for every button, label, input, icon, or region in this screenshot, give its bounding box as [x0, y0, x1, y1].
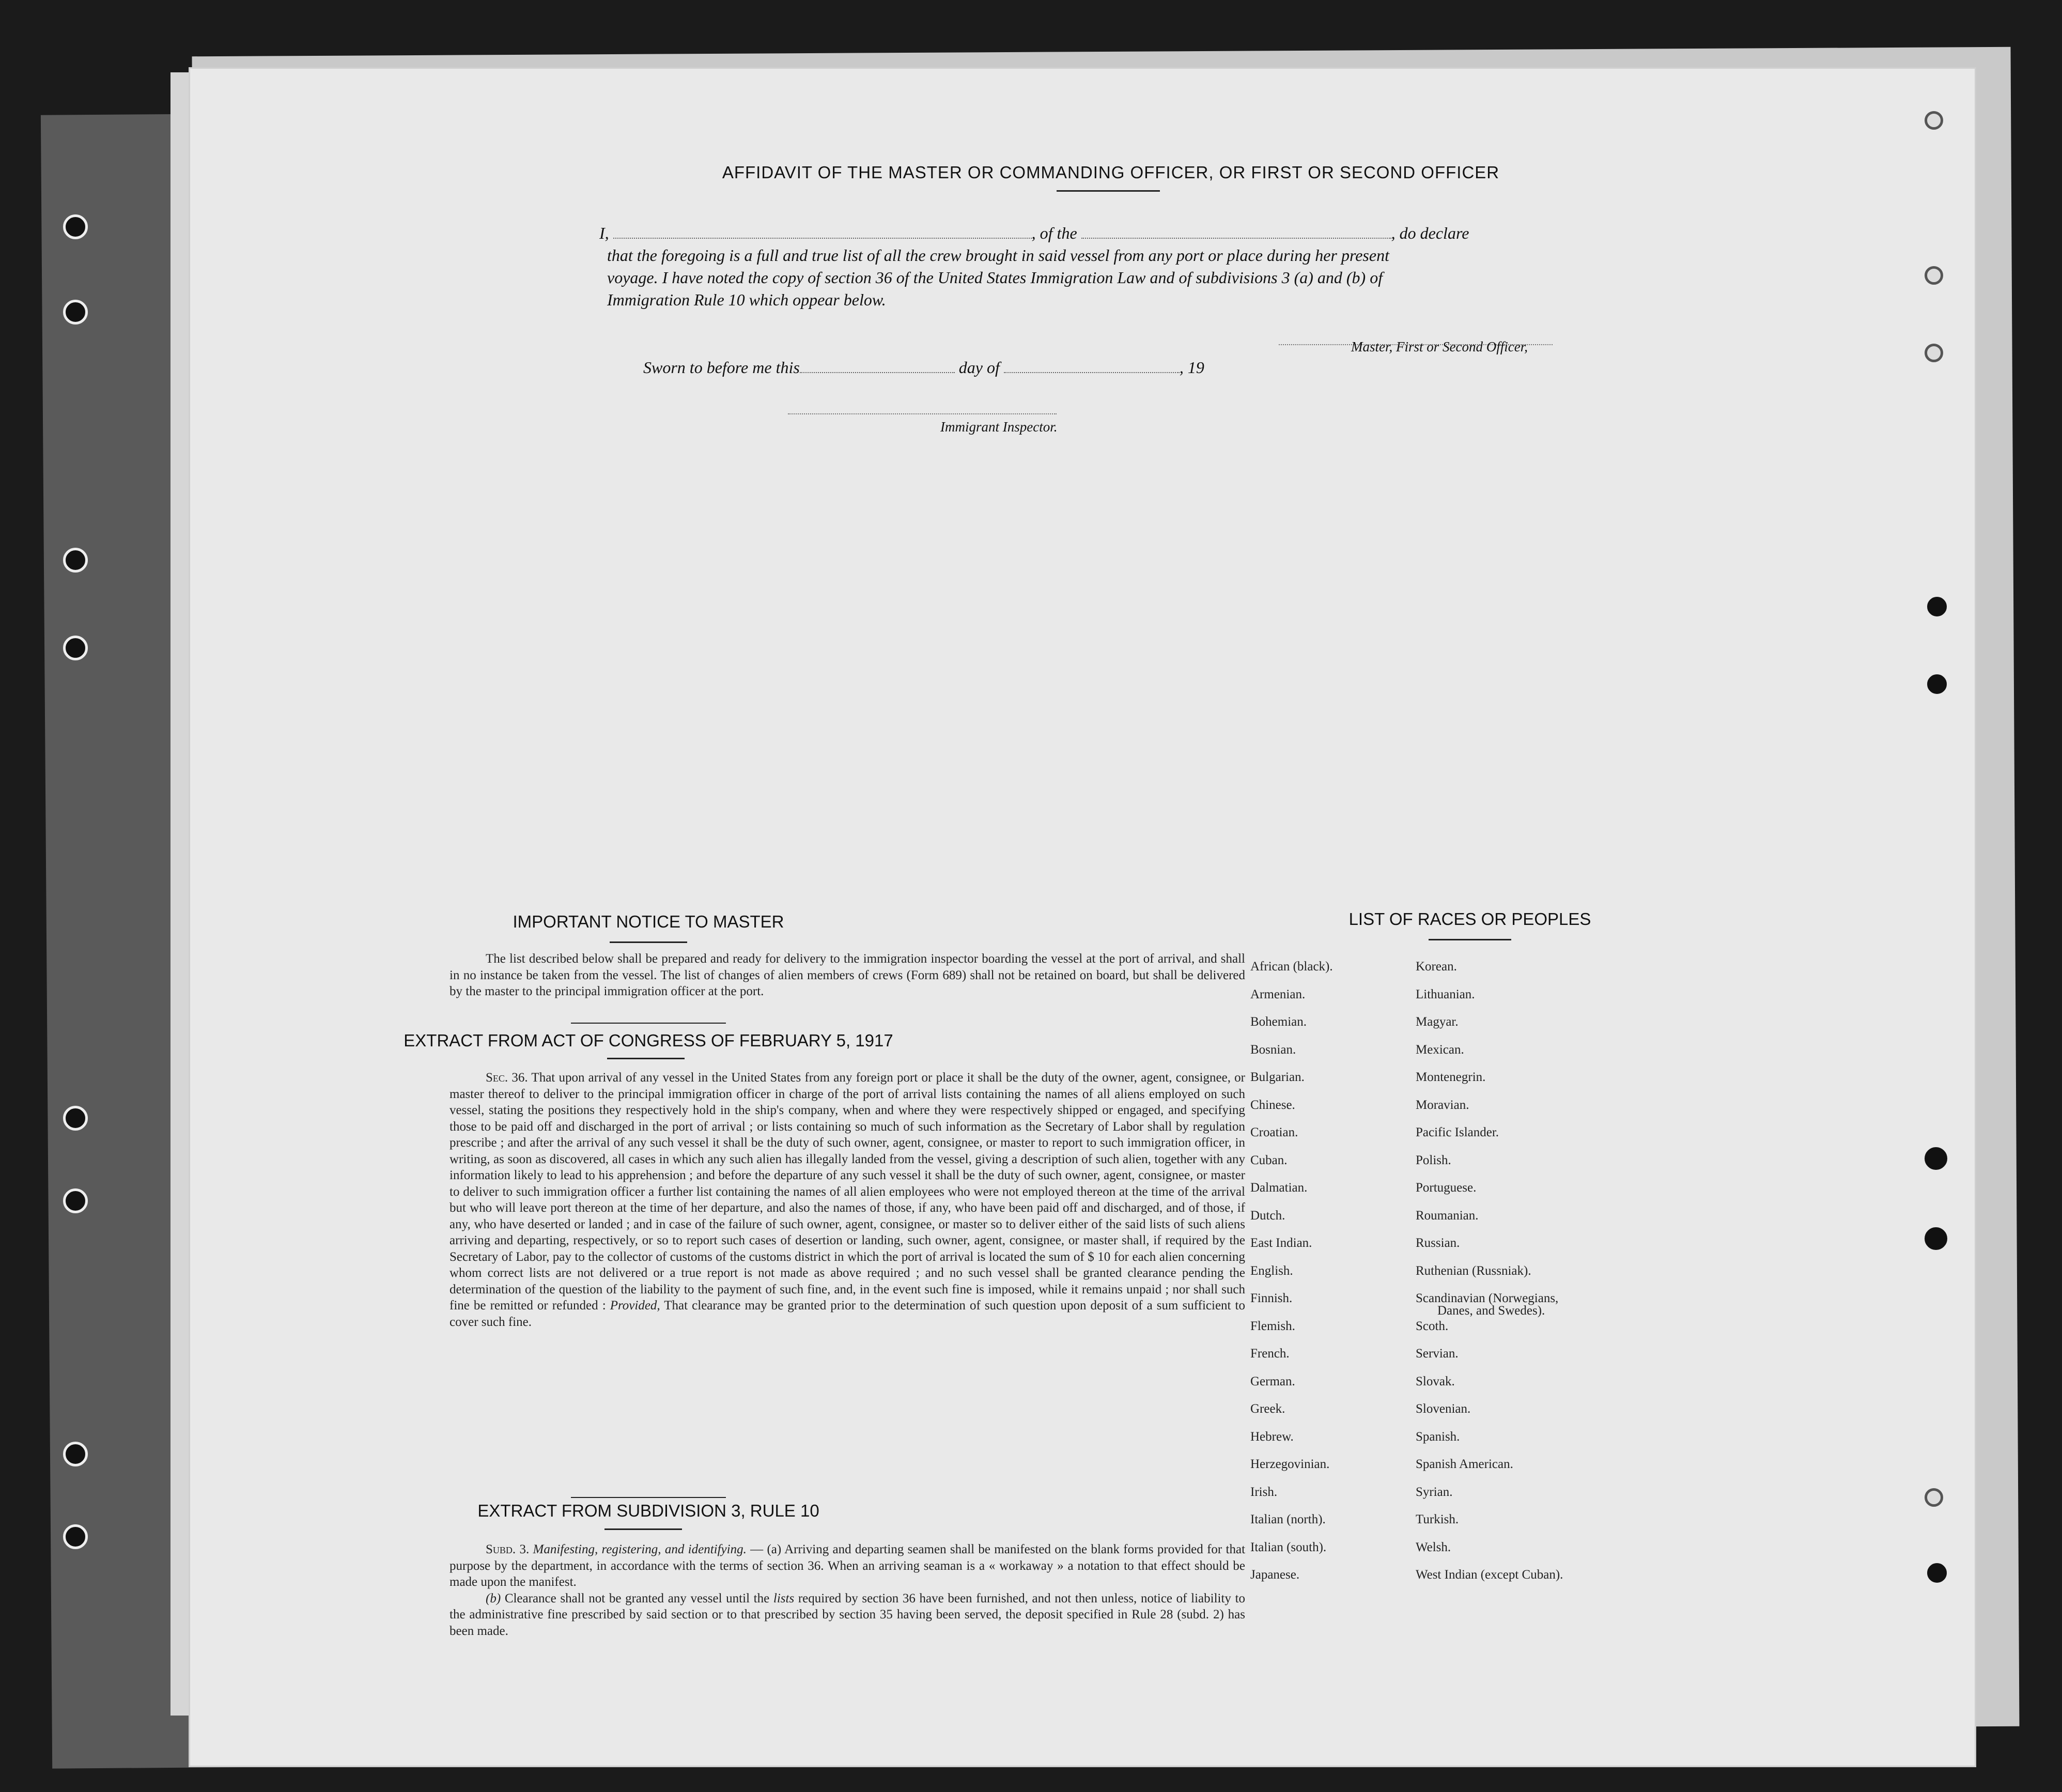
year-label: , 19: [1179, 358, 1204, 377]
section-36-paragraph: [449, 1070, 1245, 1330]
race-item: Russian.: [1416, 1236, 1460, 1250]
race-item: West Indian (except Cuban).: [1416, 1568, 1563, 1582]
race-item: Hebrew.: [1250, 1429, 1294, 1444]
race-item: African (black).: [1250, 960, 1333, 974]
race-item: German.: [1250, 1374, 1295, 1388]
punch-hole: [1925, 266, 1943, 285]
race-item: English.: [1250, 1263, 1293, 1278]
proviso-text: That clearance may be granted prior to the determination of such question upon deposit of a sum sufficient to cover such fine.: [449, 1299, 1245, 1329]
binder-hole: [63, 1106, 88, 1131]
race-item: Spanish American.: [1416, 1457, 1513, 1471]
race-item: Pacific Islander.: [1416, 1125, 1499, 1139]
section-divider: [1429, 939, 1511, 940]
punch-hole: [1927, 597, 1947, 616]
race-item: Bosnian.: [1250, 1042, 1296, 1057]
race-item: Korean.: [1416, 960, 1457, 974]
race-item: Armenian.: [1250, 987, 1306, 1001]
binder-hole: [63, 548, 88, 573]
race-item: Roumanian.: [1416, 1208, 1479, 1223]
race-item: Scandinavian (Norwegians,: [1416, 1291, 1559, 1305]
act-text: [449, 1070, 1245, 1330]
race-item: Welsh.: [1416, 1540, 1451, 1554]
notice-title: IMPORTANT NOTICE TO MASTER: [513, 912, 784, 931]
declarant-prefix: I,: [599, 224, 609, 242]
punch-hole: [1927, 1563, 1947, 1583]
race-item: Ruthenian (Russniak).: [1416, 1263, 1531, 1278]
race-item: Cuban.: [1250, 1153, 1288, 1167]
race-item: Italian (south).: [1250, 1540, 1327, 1554]
section-divider: [571, 1497, 726, 1498]
vessel-prefix: , of the: [1031, 224, 1077, 242]
races-list: [1250, 960, 1819, 1683]
binder-hole: [63, 1188, 88, 1213]
race-item: Polish.: [1416, 1153, 1451, 1167]
punch-hole: [1927, 674, 1947, 694]
race-item: Montenegrin.: [1416, 1070, 1486, 1084]
sworn-month-field[interactable]: [1004, 361, 1180, 373]
punch-hole: [1925, 1147, 1947, 1170]
race-item: French.: [1250, 1347, 1290, 1361]
sworn-line: [643, 357, 1204, 379]
declaration-line-4: Immigration Rule 10 which oppear below.: [607, 290, 886, 309]
declarant-name-field[interactable]: [613, 226, 1032, 239]
day-of-label: day of: [958, 358, 1000, 377]
race-item: Servian.: [1416, 1347, 1459, 1361]
binder-hole: [63, 300, 88, 325]
race-item: Herzegovinian.: [1250, 1457, 1330, 1471]
binder-hole: [63, 636, 88, 660]
race-item: Flemish.: [1250, 1319, 1295, 1333]
binder-hole: [63, 1524, 88, 1549]
bleed-through-text: [519, 140, 1863, 160]
subdivision-a: [449, 1541, 1245, 1590]
punch-hole: [1925, 344, 1943, 362]
race-item: Magyar.: [1416, 1015, 1459, 1029]
race-item: Spanish.: [1416, 1429, 1460, 1444]
race-item: Syrian.: [1416, 1485, 1453, 1499]
subdivision-heading: Manifesting, registering, and identifying.: [533, 1542, 747, 1556]
section-label: Sec. 36.: [486, 1071, 528, 1085]
affidavit-title: AFFIDAVIT OF THE MASTER OR COMMANDING OFFICER, OR FIRST OR SECOND OFFICER: [722, 163, 1500, 182]
race-item: Irish.: [1250, 1485, 1278, 1499]
race-item: Dalmatian.: [1250, 1181, 1308, 1195]
race-item: Mexican.: [1416, 1042, 1464, 1057]
subdivision-b-label: (b): [486, 1591, 501, 1605]
declaration-line-2: that the foregoing is a full and true list of all the crew brought in said vessel from any port or place during her present: [607, 246, 1389, 265]
race-item: Slovak.: [1416, 1374, 1455, 1388]
affidavit-page: [189, 67, 1976, 1767]
race-item: East Indian.: [1250, 1236, 1312, 1250]
declaration-line-1: [599, 222, 1469, 244]
race-item: Croatian.: [1250, 1125, 1298, 1139]
inspector-signature-line[interactable]: [788, 413, 1057, 414]
race-item: Bulgarian.: [1250, 1070, 1305, 1084]
proviso-label: Provided,: [610, 1299, 660, 1312]
sworn-label: Sworn to before me this: [643, 358, 800, 377]
punch-hole: [1925, 1227, 1947, 1250]
race-item: Moravian.: [1416, 1098, 1469, 1112]
race-item: Chinese.: [1250, 1098, 1295, 1112]
sworn-day-field[interactable]: [800, 361, 955, 373]
section-divider: [610, 941, 687, 943]
race-item: Danes, and Swedes).: [1437, 1304, 1545, 1318]
master-signature-label: Master, First or Second Officer,: [1351, 339, 1528, 354]
races-title: LIST OF RACES OR PEOPLES: [1348, 909, 1591, 929]
section-divider: [604, 1528, 682, 1530]
binder-hole: [63, 214, 88, 239]
subdivision-a-text: — (a) Arriving and departing seamen shall be manifested on the blank forms provided for that purpose by the department, in accordance with the terms of section 36. When an arriving seaman is a « workaway » a notation to that effect should be made upon the manifest.: [449, 1542, 1246, 1589]
rule-title: EXTRACT FROM SUBDIVISION 3, RULE 10: [477, 1501, 819, 1520]
race-item: Finnish.: [1250, 1291, 1293, 1305]
inspector-signature-label: Immigrant Inspector.: [940, 419, 1058, 435]
subdivision-label: Subd. 3.: [486, 1542, 530, 1556]
punch-hole: [1925, 111, 1943, 130]
punch-hole: [1925, 1488, 1943, 1507]
subdivision-b-text-1: Clearance shall not be granted any vessel until the: [504, 1591, 770, 1605]
subdivision-b-lists: lists: [773, 1591, 795, 1605]
race-item: Italian (north).: [1250, 1512, 1326, 1526]
declaration-line-3: voyage. I have noted the copy of section 36 of the United States Immigration Law and of subdivisions 3 (a) and (b) of: [607, 268, 1383, 287]
act-title: EXTRACT FROM ACT OF CONGRESS OF FEBRUARY 5, 1917: [404, 1031, 893, 1050]
binder-hole: [63, 1442, 88, 1466]
subdivision-b-text-2: required by section 36 have been furnished, and not then unless, notice of liability to the administrative fine prescribed by said section or to that prescribed by section 35 having been served, the deposit specified in Rule 28 (subd. 2) has been made.: [449, 1591, 1246, 1638]
race-item: Bohemian.: [1250, 1015, 1307, 1029]
race-item: Greek.: [1250, 1402, 1285, 1416]
race-item: Scoth.: [1416, 1319, 1449, 1333]
race-item: Slovenian.: [1416, 1402, 1471, 1416]
section-divider: [571, 1023, 726, 1024]
race-item: Lithuanian.: [1416, 987, 1475, 1001]
vessel-name-field[interactable]: [1081, 226, 1391, 239]
notice-paragraph: The list described below shall be prepared and ready for delivery to the immigration inspector boarding the vessel at the port of arrival, and shall in no instance be taken from the vessel. The list of changes of alien members of crews (Form 689) shall not be retained on board, but shall be delivered by the master to the principal immigration officer at the port.: [449, 952, 1245, 998]
section-36-text: That upon arrival of any vessel in the United States from any foreign port or place it shall be the duty of the owner, agent, consignee, or master thereof to deliver to the principal immigration officer in charge of the port of arrival lists containing the names of all aliens employed on such vessel, stating the positions they respectively hold in the ship's company, when and where they were respectively shipped or engaged, and specifying those to be paid off and discharged in the port of arrival ; or lists containing so much of such information as the Secretary of Labor shall by regulation prescribe ; and after the arrival of any such vessel it shall be the duty of such owner, agent, consignee, or master to report to such immigration officer, in writing, as soon as discovered, all cases in which any such alien has illegally landed from the vessel, giving a description of such alien, together with any information likely to lead to his apprehension ; and before the departure of any such vessel it shall be the duty of such owner, agent, consignee, or master to deliver to such immigration officer a further list containing the names of all alien employees who were not employed thereon at the time of the arrival but who will leave port thereon at the time of her departure, and also the names of those, if any, who have been paid off and discharged, and of those, if any, who have deserted or landed ; and in case of the failure of such owner, agent, consignee, or master so to deliver either of the said lists of such aliens arriving and departing, respectively, or so to report such cases of desertion or landing, such owner, agent, consignee, or master shall, if required by the Secretary of Labor, pay to the collector of customs of the customs district in which the port of arrival is located the sum of $ 10 for each alien concerning whom correct lists are not delivered or a true report is not made as above required ; and no such vessel shall be granted clearance pending the determination of the question of the liability to the payment of such fine, and, in the event such fine is imposed, while it remains unpaid ; nor shall such fine be remitted or refunded :: [449, 1071, 1245, 1312]
title-underline: [1057, 190, 1160, 192]
declare-suffix: , do declare: [1391, 224, 1469, 242]
race-item: Portuguese.: [1416, 1181, 1477, 1195]
rule-text: [449, 1541, 1245, 1639]
race-item: Turkish.: [1416, 1512, 1459, 1526]
section-divider: [607, 1058, 685, 1059]
race-item: Dutch.: [1250, 1208, 1285, 1223]
notice-text: [449, 951, 1245, 1000]
race-item: Japanese.: [1250, 1568, 1300, 1582]
subdivision-b: [449, 1590, 1245, 1640]
